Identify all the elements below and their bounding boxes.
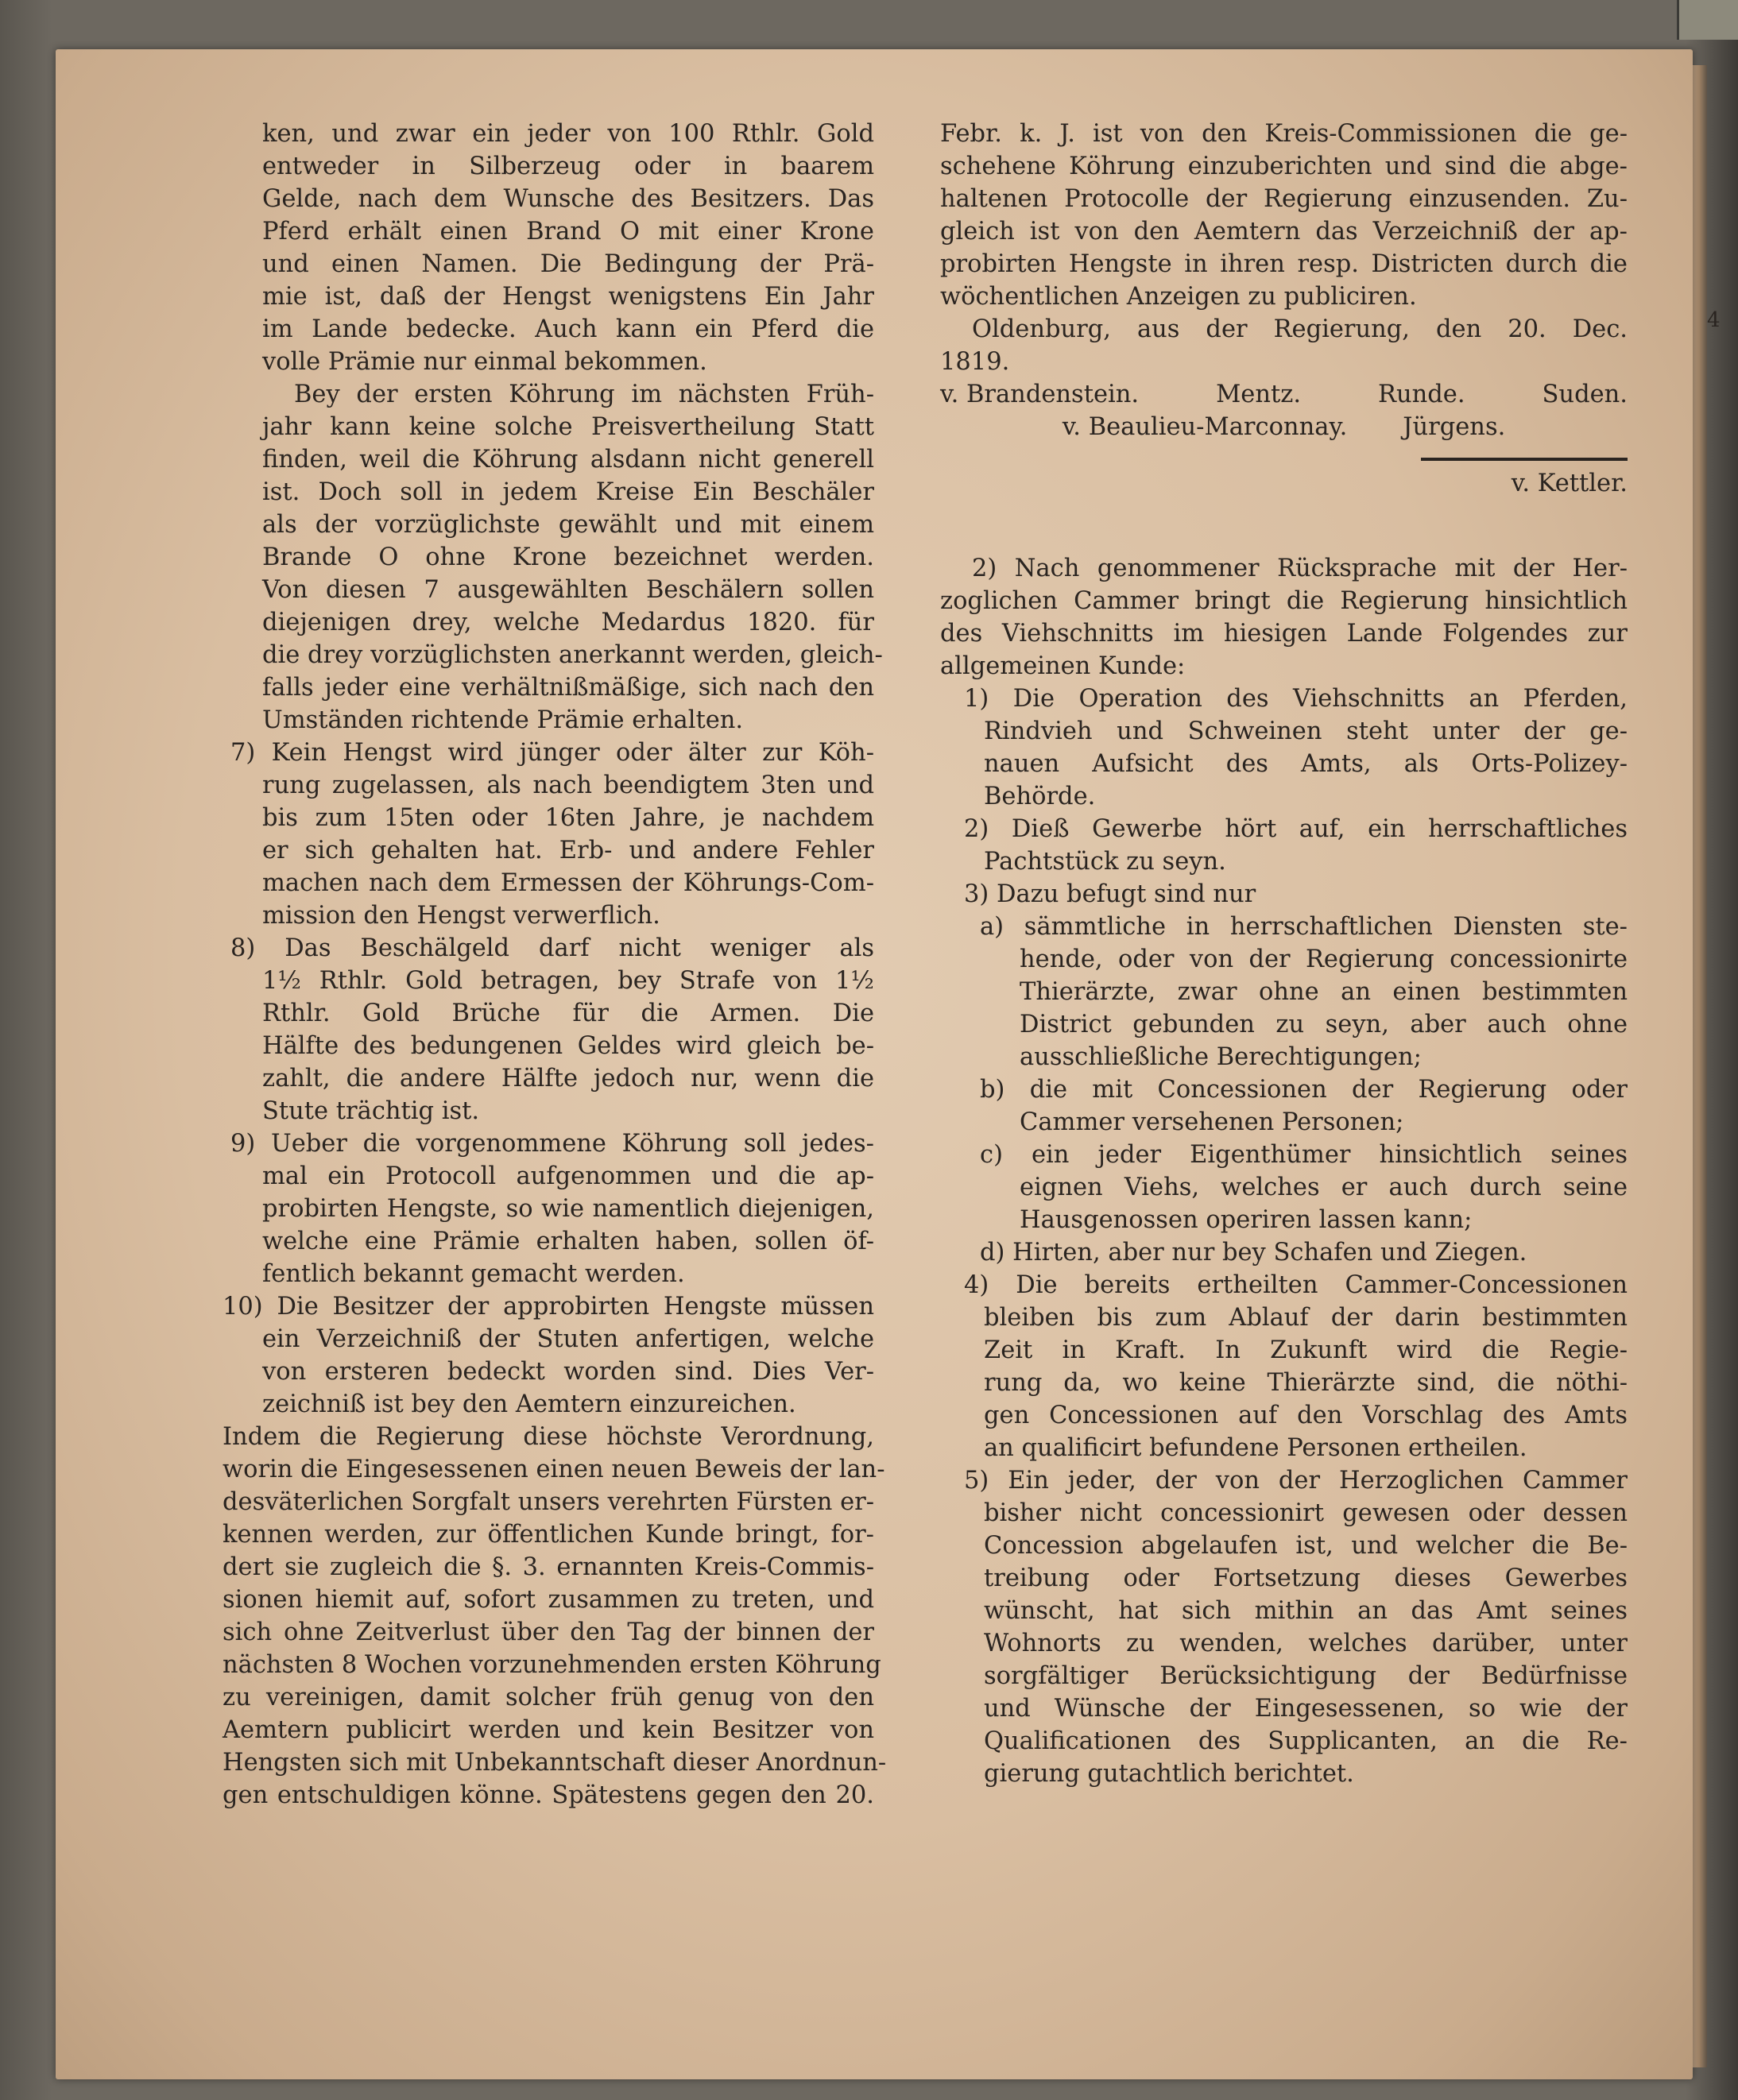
text-line: diejenigen drey, welche Medardus 1820. für xyxy=(262,609,874,636)
text-line: Zeit in Kraft. In Zukunft wird die Regie- xyxy=(984,1336,1628,1364)
text-line: wöchentlichen Anzeigen zu publiciren. xyxy=(940,283,1417,311)
text-line: bis zum 15ten oder 16ten Jahre, je nachdem xyxy=(262,804,874,832)
text-line: Brande O ohne Krone bezeichnet werden. xyxy=(262,543,874,571)
list-item-4: 4) Die bereits ertheilten Cammer-Concessionen xyxy=(964,1271,1628,1299)
text-line: dert sie zugleich die §. 3. ernannten Kreis-Commis- xyxy=(223,1553,874,1581)
text-line: rung da, wo keine Thierärzte sind, die nöthi- xyxy=(984,1369,1628,1397)
text-line: finden, weil die Köhrung alsdann nicht generell xyxy=(262,446,874,474)
signature-rule xyxy=(1421,458,1628,461)
page-edge xyxy=(1691,65,1707,2067)
text-line: und Wünsche der Eingesessenen, so wie der xyxy=(984,1695,1628,1723)
text-line: Cammer versehenen Personen; xyxy=(1020,1108,1404,1136)
text-line: und einen Namen. Die Bedingung der Prä- xyxy=(262,250,874,278)
place-date: Oldenburg, aus der Regierung, den 20. Dec. xyxy=(972,315,1628,343)
text-line: Thierärzte, zwar ohne an einen bestimmten xyxy=(1020,978,1628,1006)
text-line: Rindvieh und Schweinen steht unter der ge- xyxy=(984,717,1628,745)
text-line: District gebunden zu seyn, aber auch ohne xyxy=(1020,1011,1628,1038)
text-line: sionen hiemit auf, sofort zusammen zu treten, und xyxy=(223,1586,874,1614)
text-line: Gelde, nach dem Wunsche des Besitzers. Das xyxy=(262,185,874,213)
text-line: als der vorzüglichste gewählt und mit einem xyxy=(262,511,874,539)
signature: v. Brandenstein. xyxy=(940,381,1140,408)
text-line: ist. Doch soll in jedem Kreise Ein Beschäler xyxy=(262,478,874,506)
text-line: Aemtern publicirt werden und kein Besitzer von xyxy=(223,1716,874,1744)
text-line: zahlt, die andere Hälfte jedoch nur, wenn die xyxy=(262,1065,874,1093)
text-line: von ersteren bedeckt worden sind. Dies Ver- xyxy=(262,1358,874,1386)
text-line: zu vereinigen, damit solcher früh genug von den xyxy=(223,1684,874,1711)
text-line: nächsten 8 Wochen vorzunehmenden ersten Köhrung xyxy=(223,1651,881,1679)
list-item-d: d) Hirten, aber nur bey Schafen und Ziegen. xyxy=(980,1239,1527,1267)
text-line: hende, oder von der Regierung concessionirte xyxy=(1020,946,1628,973)
text-line: ausschließliche Berechtigungen; xyxy=(1020,1043,1422,1071)
text-line: eignen Viehs, welches er auch durch seine xyxy=(1020,1174,1628,1201)
list-item-5: 5) Ein jeder, der von der Herzoglichen Cammer xyxy=(964,1467,1628,1495)
text-line: sorgfältiger Berücksichtigung der Bedürfnisse xyxy=(984,1662,1628,1690)
text-line: Behörde. xyxy=(984,783,1096,810)
text-line: Indem die Regierung diese höchste Verordnung, xyxy=(223,1423,874,1451)
signature: v. Beaulieu-Marconnay. xyxy=(1062,413,1348,441)
text-line: fentlich bekannt gemacht werden. xyxy=(262,1260,685,1288)
text-line: Concession abgelaufen ist, und welcher die Be- xyxy=(984,1532,1628,1560)
text-line: ein Verzeichniß der Stuten anfertigen, welche xyxy=(262,1325,874,1353)
text-line: zoglichen Cammer bringt die Regierung hinsichtlich xyxy=(940,587,1628,615)
text-line: schehene Köhrung einzuberichten und sind die abge- xyxy=(940,153,1628,180)
signature: Mentz. xyxy=(1216,381,1302,408)
text-line: Wohnorts zu wenden, welches darüber, unter xyxy=(984,1630,1628,1657)
text-line: allgemeinen Kunde: xyxy=(940,652,1186,680)
right-column xyxy=(940,118,1628,1790)
text-line: an qualificirt befundene Personen ertheilen. xyxy=(984,1434,1527,1462)
text-line: haltenen Protocolle der Regierung einzusenden. Zu- xyxy=(940,185,1628,213)
text-line: mie ist, daß der Hengst wenigstens Ein Jahr xyxy=(262,283,874,311)
list-item-2: 2) Dieß Gewerbe hört auf, ein herrschaftliches xyxy=(964,815,1628,843)
text-line: des Viehschnitts im hiesigen Lande Folgendes zur xyxy=(940,620,1628,648)
text-line: im Lande bedecke. Auch kann ein Pferd die xyxy=(262,315,874,343)
text-line: er sich gehalten hat. Erb- und andere Fehler xyxy=(262,837,874,864)
list-item-3: 3) Dazu befugt sind nur xyxy=(964,880,1256,908)
margin-mark: 4 xyxy=(1707,308,1721,332)
signature: Jürgens. xyxy=(1403,413,1506,441)
binding-tab xyxy=(1677,0,1738,40)
year: 1819. xyxy=(940,348,1010,376)
text-line: probirten Hengste, so wie namentlich diejenigen, xyxy=(262,1195,874,1223)
text-line: nauen Aufsicht des Amts, als Orts-Polizey- xyxy=(984,750,1628,778)
text-line: zeichniß ist bey den Aemtern einzureichen. xyxy=(262,1390,796,1418)
text-line: Hausgenossen operiren lassen kann; xyxy=(1020,1206,1473,1234)
section-gap xyxy=(940,500,1628,552)
text-line: Bey der ersten Köhrung im nächsten Früh- xyxy=(294,381,874,408)
text-line: ken, und zwar ein jeder von 100 Rthlr. Gold xyxy=(262,120,874,148)
text-line: falls jeder eine verhältnißmäßige, sich nach den xyxy=(262,674,874,702)
text-line: 1½ Rthlr. Gold betragen, bey Strafe von 1½ xyxy=(262,967,874,995)
text-line: Stute trächtig ist. xyxy=(262,1097,480,1125)
text-line: Von diesen 7 ausgewählten Beschälern sollen xyxy=(262,576,874,604)
text-line: sich ohne Zeitverlust über den Tag der binnen der xyxy=(223,1619,874,1646)
text-line: Umständen richtende Prämie erhalten. xyxy=(262,706,744,734)
text-line: welche eine Prämie erhalten haben, sollen öf- xyxy=(262,1228,874,1255)
list-item-c: c) ein jeder Eigenthümer hinsichtlich seines xyxy=(980,1141,1628,1169)
text-line: desväterlichen Sorgfalt unsers verehrten Fürsten er- xyxy=(223,1488,875,1516)
signatures-row-2 xyxy=(940,411,1628,443)
text-line: Hengsten sich mit Unbekanntschaft dieser Anordnun- xyxy=(223,1749,887,1777)
text-line: Hälfte des bedungenen Geldes wird gleich be- xyxy=(262,1032,874,1060)
text-line: mission den Hengst verwerflich. xyxy=(262,902,660,930)
text-line: Rthlr. Gold Brüche für die Armen. Die xyxy=(262,1000,874,1027)
text-line: rung zugelassen, als nach beendigtem 3ten und xyxy=(262,772,874,799)
text-line: gierung gutachtlich berichtet. xyxy=(984,1760,1354,1788)
text-line: gleich ist von den Aemtern das Verzeichniß der ap- xyxy=(940,218,1628,246)
list-item-1: 1) Die Operation des Viehschnitts an Pferden, xyxy=(964,685,1628,713)
text-line: Qualificationen des Supplicanten, an die Re- xyxy=(984,1727,1628,1755)
text-line: Pferd erhält einen Brand O mit einer Krone xyxy=(262,218,874,246)
text-line: machen nach dem Ermessen der Köhrungs-Com- xyxy=(262,869,874,897)
text-line: bleiben bis zum Ablauf der darin bestimmten xyxy=(984,1304,1628,1332)
list-item-b: b) die mit Concessionen der Regierung oder xyxy=(980,1076,1628,1104)
text-line: treibung oder Fortsetzung dieses Gewerbes xyxy=(984,1564,1628,1592)
text-line: mal ein Protocoll aufgenommen und die ap- xyxy=(262,1162,874,1190)
text-line: jahr kann keine solche Preisvertheilung Statt xyxy=(262,413,874,441)
text-line: volle Prämie nur einmal bekommen. xyxy=(262,348,707,376)
text-line: gen entschuldigen könne. Spätestens gegen den 20. xyxy=(223,1781,874,1809)
list-item-a: a) sämmtliche in herrschaftlichen Diensten ste- xyxy=(980,913,1628,941)
text-line: entweder in Silberzeug oder in baarem xyxy=(262,153,874,180)
section-heading: 2) Nach genommener Rücksprache mit der Her- xyxy=(972,555,1628,582)
text-line: probirten Hengste in ihren resp. Districten durch die xyxy=(940,250,1628,278)
list-item-9: 9) Ueber die vorgenommene Köhrung soll jedes- xyxy=(230,1130,874,1158)
signature: Runde. xyxy=(1378,381,1465,408)
text-line: die drey vorzüglichsten anerkannt werden, gleich- xyxy=(262,641,883,669)
text-line: Pachtstück zu seyn. xyxy=(984,848,1226,876)
text-line: gen Concessionen auf den Vorschlag des Amts xyxy=(984,1402,1628,1429)
list-item-7: 7) Kein Hengst wird jünger oder älter zur Köh- xyxy=(230,739,874,767)
text-line: kennen werden, zur öffentlichen Kunde bringt, for- xyxy=(223,1521,874,1549)
left-column xyxy=(223,118,887,1812)
text-line: worin die Eingesessenen einen neuen Beweis der lan- xyxy=(223,1456,885,1483)
list-item-10: 10) Die Besitzer der approbirten Hengste müssen xyxy=(223,1293,874,1321)
list-item-8: 8) Das Beschälgeld darf nicht weniger als xyxy=(230,934,874,962)
signatures-row-1 xyxy=(940,378,1628,411)
signature: Suden. xyxy=(1542,381,1628,408)
text-line: bisher nicht concessionirt gewesen oder dessen xyxy=(984,1499,1628,1527)
text-line: Febr. k. J. ist von den Kreis-Commissionen die ge- xyxy=(940,120,1628,148)
signature-final: v. Kettler. xyxy=(1511,470,1628,497)
text-line: wünscht, hat sich mithin an das Amt seines xyxy=(984,1597,1628,1625)
